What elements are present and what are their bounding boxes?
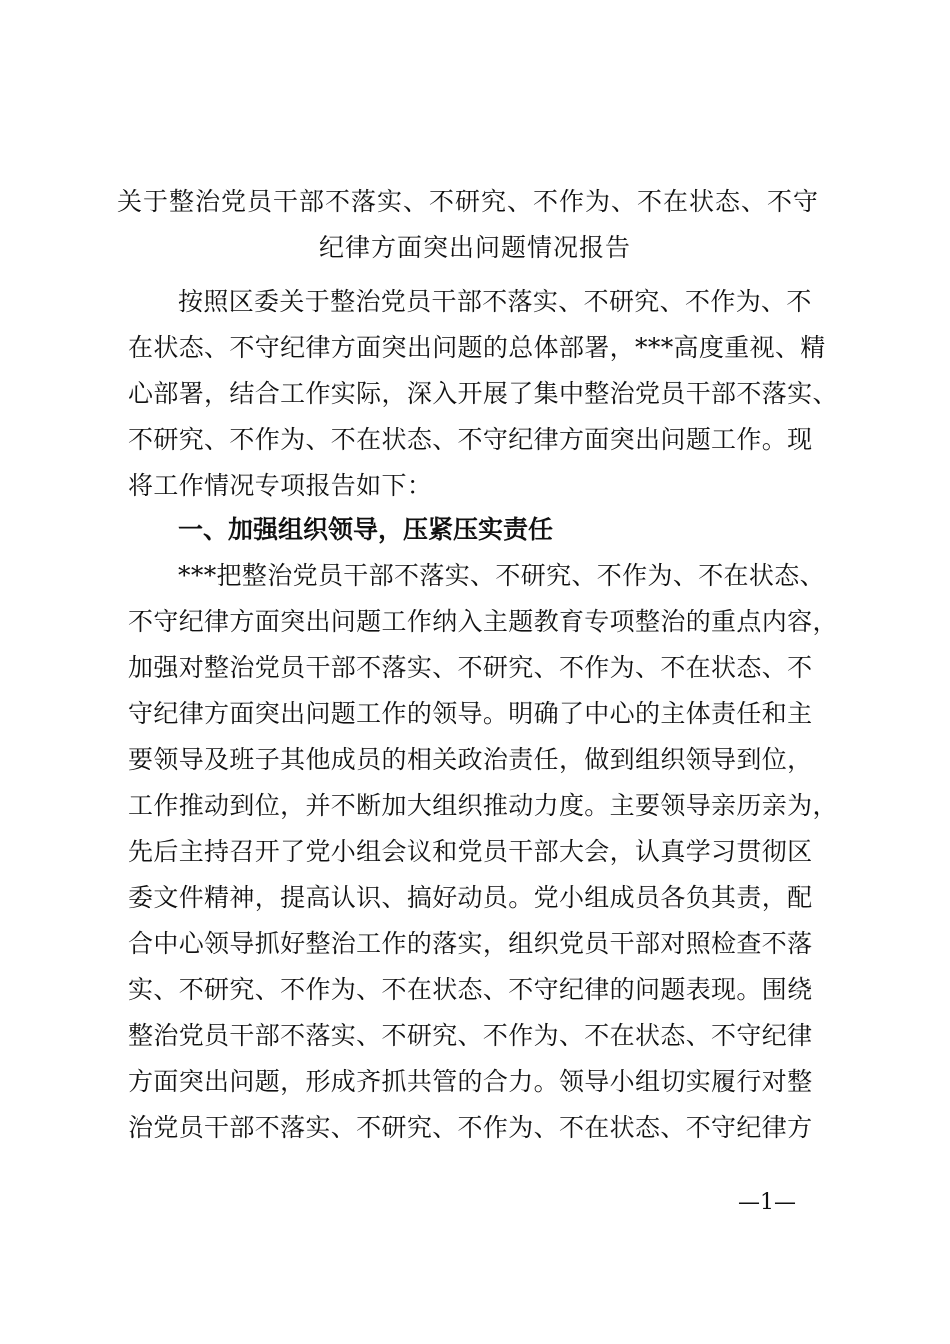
body-line: 要领导及班子其他成员的相关政治责任，做到组织领导到位，	[128, 745, 813, 774]
body-line: ***把整治党员干部不落实、不研究、不作为、不在状态、	[178, 561, 825, 590]
intro-line-5: 将工作情况专项报告如下：	[128, 471, 433, 500]
body-line: 方面突出问题，形成齐抓共管的合力。领导小组切实履行对整	[128, 1067, 813, 1096]
report-title-line-1: 关于整治党员干部不落实、不研究、不作为、不在状态、不守	[116, 187, 819, 216]
body-line: 不守纪律方面突出问题工作纳入主题教育专项整治的重点内容，	[128, 607, 838, 636]
body-line: 整治党员干部不落实、不研究、不作为、不在状态、不守纪律	[128, 1021, 813, 1050]
intro-line-1: 按照区委关于整治党员干部不落实、不研究、不作为、不	[178, 287, 812, 316]
body-line: 实、不研究、不作为、不在状态、不守纪律的问题表现。围绕	[128, 975, 813, 1004]
body-line: 先后主持召开了党小组会议和党员干部大会，认真学习贯彻区	[128, 837, 813, 866]
intro-line-3: 心部署，结合工作实际，深入开展了集中整治党员干部不落实、	[128, 379, 838, 408]
body-line: 工作推动到位，并不断加大组织推动力度。主要领导亲历亲为，	[128, 791, 838, 820]
intro-line-4: 不研究、不作为、不在状态、不守纪律方面突出问题工作。现	[128, 425, 813, 454]
body-line: 委文件精神，提高认识、搞好动员。党小组成员各负其责，配	[128, 883, 813, 912]
report-title-line-2: 纪律方面突出问题情况报告	[318, 233, 631, 262]
body-line: 治党员干部不落实、不研究、不作为、不在状态、不守纪律方	[128, 1113, 813, 1142]
section-heading: 一、加强组织领导，压紧压实责任	[178, 515, 554, 544]
body-line: 合中心领导抓好整治工作的落实，组织党员干部对照检查不落	[128, 929, 813, 958]
body-line: 加强对整治党员干部不落实、不研究、不作为、不在状态、不	[128, 653, 813, 682]
intro-line-2: 在状态、不守纪律方面突出问题的总体部署，***高度重视、精	[128, 333, 826, 362]
page-number: —1—	[738, 1190, 796, 1215]
body-line: 守纪律方面突出问题工作的领导。明确了中心的主体责任和主	[128, 699, 813, 728]
